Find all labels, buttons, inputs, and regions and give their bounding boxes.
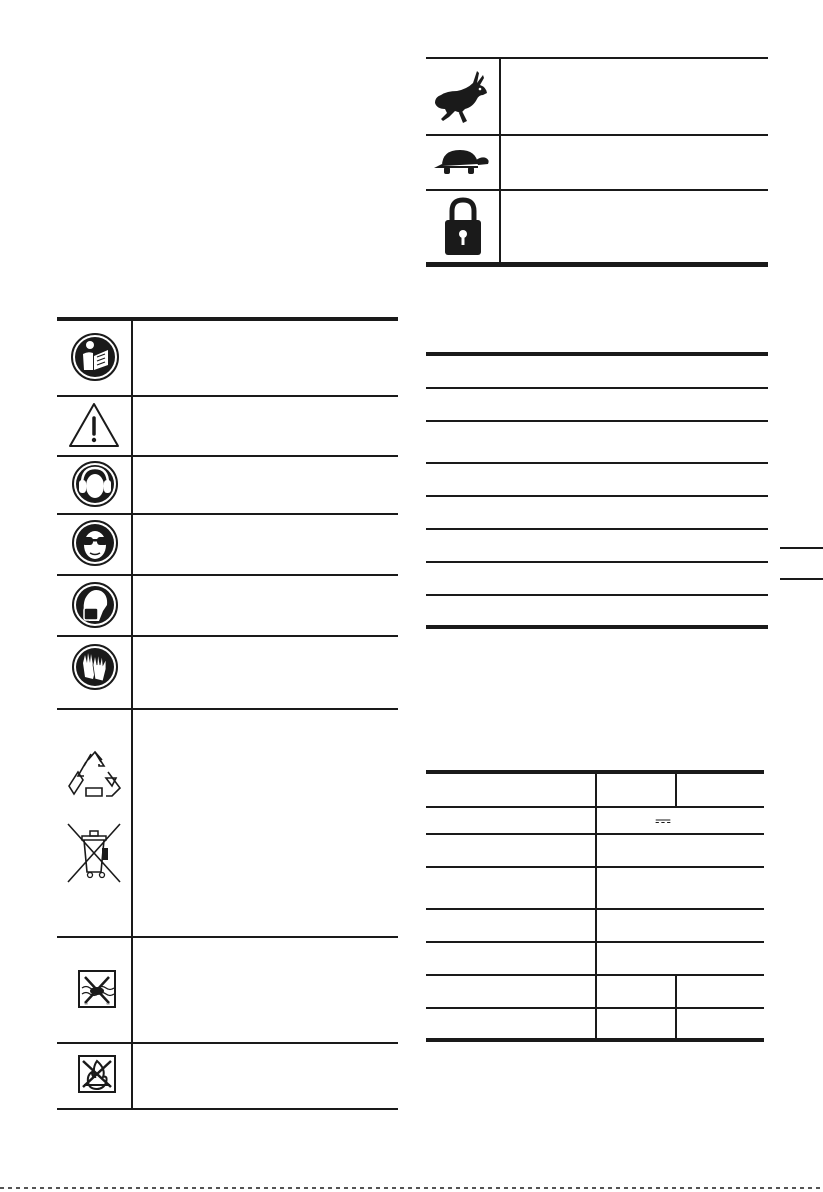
table-row-divider [426,134,768,136]
table-row-divider [57,936,398,938]
table-bottom-rule [57,1108,398,1110]
table-row-divider [57,395,398,397]
table-top-rule [426,57,768,59]
table-top-rule [57,317,398,321]
respiratory-protection-icon [71,581,119,629]
warning-triangle-icon [67,401,121,449]
padlock-icon [443,197,483,257]
table-row-divider [57,1042,398,1044]
table-column-divider [499,59,501,262]
table-row-divider [426,189,768,191]
table-row-divider [426,420,768,422]
rabbit-fast-icon [433,69,491,125]
table-top-rule [426,352,768,356]
table-row-divider [426,594,768,596]
table-row-divider [426,908,764,910]
no-water-icon [78,970,116,1008]
table-row-divider [426,974,764,976]
table-row-divider [426,528,768,530]
section-tab-mark [780,547,823,549]
table-row-divider [426,561,768,563]
table-column-divider [675,774,677,806]
page-edge-dashes [0,1187,823,1189]
eye-protection-icon [71,519,119,567]
table-bottom-rule [426,625,768,629]
svg-text:∞: ∞ [106,1001,111,1007]
table-row-divider [57,574,398,576]
table-column-divider [595,774,597,1038]
no-fire-icon [78,1055,116,1093]
table-column-divider [131,321,133,1109]
turtle-slow-icon [432,146,492,176]
table-row-divider [57,708,398,710]
svg-text:∞: ∞ [84,1001,89,1007]
recycling-icon [66,748,124,802]
table-row-divider [426,495,768,497]
table-row-divider [426,806,764,808]
table-row-divider [57,635,398,637]
dc-current-symbol: ⎓ [655,808,671,832]
table-row-divider [57,513,398,515]
table-bottom-rule [426,262,768,267]
table-row-divider [426,866,764,868]
table-row-divider [426,387,768,389]
section-tab-mark [780,578,823,580]
table-row-divider [426,1007,764,1009]
read-manual-icon [70,332,120,382]
table-row-divider [426,833,764,835]
table-row-divider [426,941,764,943]
table-row-divider [426,462,768,464]
crossed-out-bin-icon [66,822,122,884]
ear-protection-icon [71,460,119,508]
table-bottom-rule [426,1038,764,1042]
table-row-divider [57,455,398,457]
protective-gloves-icon [71,643,119,691]
